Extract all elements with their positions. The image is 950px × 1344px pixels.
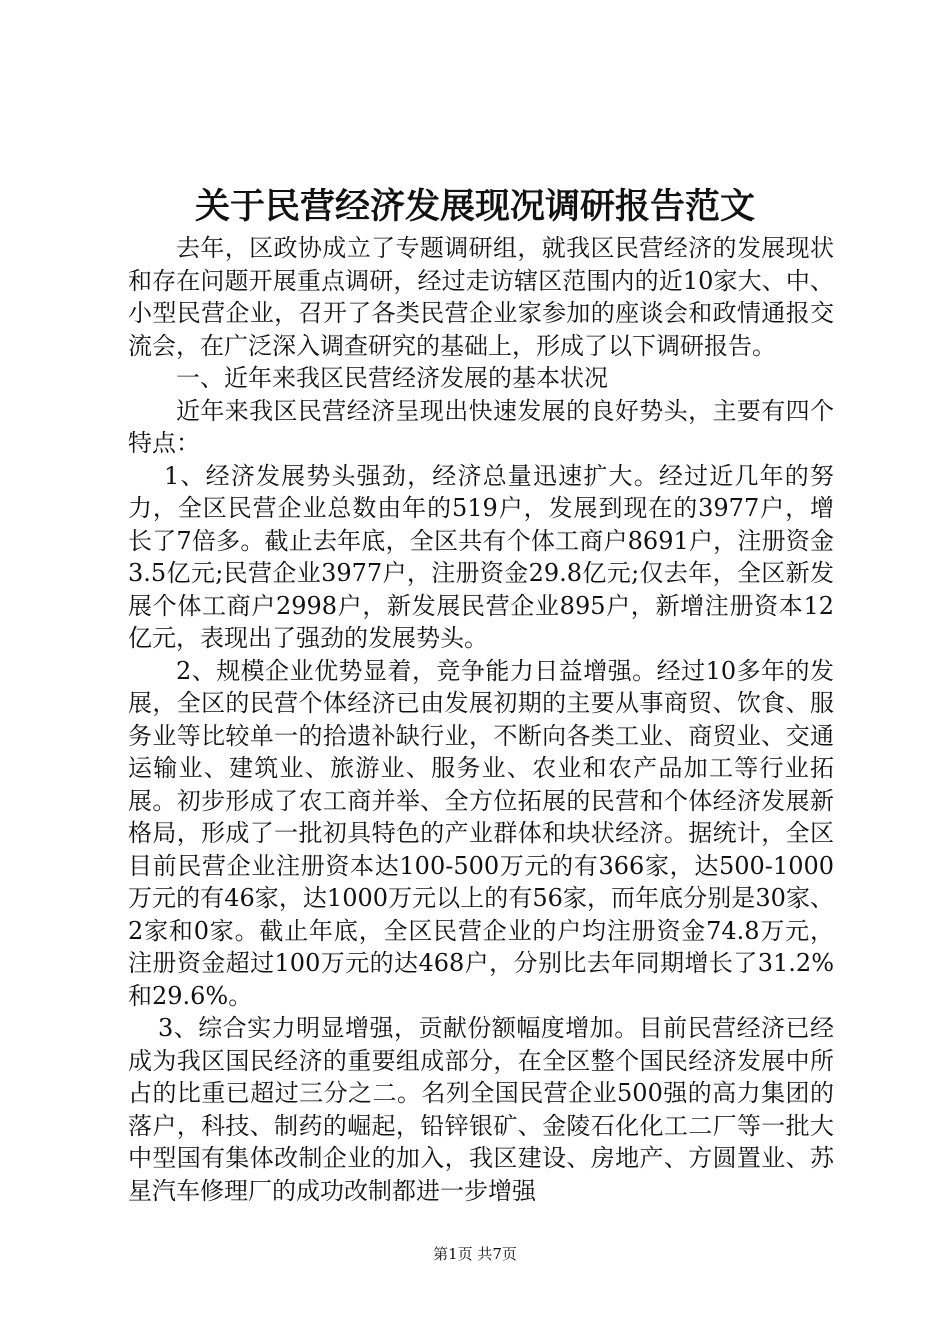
paragraph-point-1: 1、经济发展势头强劲，经济总量迅速扩大。经过近几年的努力，全区民营企业总数由年的519户，发展到现在的3977户，增长了7倍多。截止去年底，全区共有个体工商户8691户，注册资金3.5亿元;民营企业3977户，注册资金29.8亿元;仅去年，全区新发展个体工商户2998户，新发展民营企业895户，新增注册资本12亿元，表现出了强劲的发展势头。 — [128, 461, 834, 652]
section-heading: 一、近年来我区民营经济发展的基本状况 — [176, 364, 608, 392]
page-number-footer: 第1页 共7页 — [433, 1245, 517, 1263]
paragraph-overview: 近年来我区民营经济呈现出快速发展的良好势头，主要有四个特点： — [128, 396, 834, 457]
paragraph-intro: 去年，区政协成立了专题调研组，就我区民营经济的发展现状和存在问题开展重点调研，经过走访辖区范围内的近10家大、中、小型民营企业，召开了各类民营企业家参加的座谈会和政情通报交流会，在广泛深入调查研究的基础上，形成了以下调研报告。 — [128, 234, 834, 360]
paragraph-point-3: 3、综合实力明显增强，贡献份额幅度增加。目前民营经济已经成为我区国民经济的重要组成部分，在全区整个国民经济发展中所占的比重已超过三分之二。名列全国民营企业500强的高力集团的落户，科技、制药的崛起，铅锌银矿、金陵石化化工二厂等一批大中型国有集体改制企业的加入，我区建设、房地产、方圆置业、苏星汽车修理厂的成功改制都进一步增强 — [128, 1014, 834, 1205]
paragraph-point-2: 2、规模企业优势显着，竞争能力日益增强。经过10多年的发展，全区的民营个体经济已由发展初期的主要从事商贸、饮食、服务业等比较单一的拾遗补缺行业，不断向各类工业、商贸业、交通运输业、建筑业、旅游业、服务业、农业和农产品加工等行业拓展。初步形成了农工商并举、全方位拓展的民营和个体经济发展新格局，形成了一批初具特色的产业群体和块状经济。据统计，全区目前民营企业注册资本达100-500万元的有366家，达500-1000万元的有46家，达1000万元以上的有56家，而年底分别是30家、2家和0家。截止年底，全区民营企业的户均注册资金74.8万元，注册资金超过100万元的达468户，分别比去年同期增长了31.2%和29.6%。 — [128, 656, 834, 1010]
document-body — [128, 232, 834, 1207]
document-title: 关于民营经济发展现况调研报告范文 — [194, 186, 755, 227]
